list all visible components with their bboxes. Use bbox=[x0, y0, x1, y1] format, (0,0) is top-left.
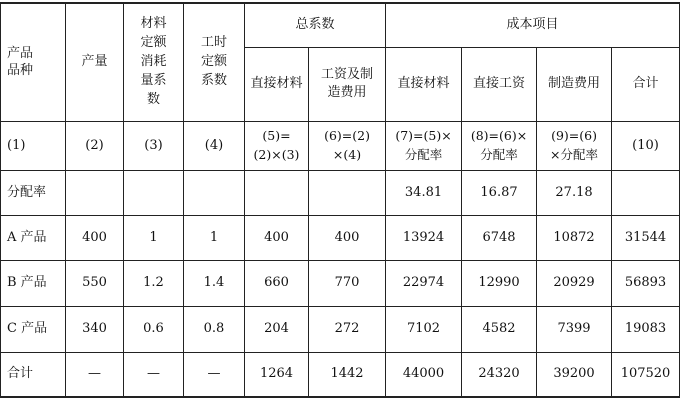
header-product: 产品 品种 bbox=[1, 3, 66, 121]
header-row-1 bbox=[1, 3, 680, 47]
header-tc-direct-material: 直接材料 bbox=[245, 47, 309, 121]
header-labor-coefficient: 工时 定额 系数 bbox=[184, 3, 245, 121]
table-row: A 产品 400 1 1 400 400 13924 6748 10872 31544 bbox=[1, 215, 680, 260]
index-row: (1) (2) (3) (4) (5)= (2)×(3) (6)=(2) ×(4) (7)=(5)× 分配率 (8)=(6)× 分配率 (9)=(6) ×分配率 (10) bbox=[1, 121, 680, 170]
header-total-coefficient: 总系数 bbox=[245, 3, 386, 47]
header-ci-total: 合计 bbox=[612, 47, 680, 121]
header-output: 产量 bbox=[66, 3, 124, 121]
header-material-coefficient: 材料 定额 消耗 量系 数 bbox=[124, 3, 184, 121]
header-ci-direct-material: 直接材料 bbox=[386, 47, 462, 121]
header-tc-wage-overhead: 工资及制 造费用 bbox=[309, 47, 386, 121]
table-row: B 产品 550 1.2 1.4 660 770 22974 12990 20929 56893 bbox=[1, 260, 680, 306]
header-ci-overhead: 制造费用 bbox=[537, 47, 612, 121]
cost-allocation-table bbox=[0, 2, 680, 398]
rate-row: 分配率 34.81 16.87 27.18 bbox=[1, 170, 680, 215]
table-row: C 产品 340 0.6 0.8 204 272 7102 4582 7399 19083 bbox=[1, 306, 680, 352]
total-row: 合计 — — — 1264 1442 44000 24320 39200 107520 bbox=[1, 352, 680, 397]
header-ci-direct-labor: 直接工资 bbox=[462, 47, 537, 121]
header-cost-items: 成本项目 bbox=[386, 3, 680, 47]
